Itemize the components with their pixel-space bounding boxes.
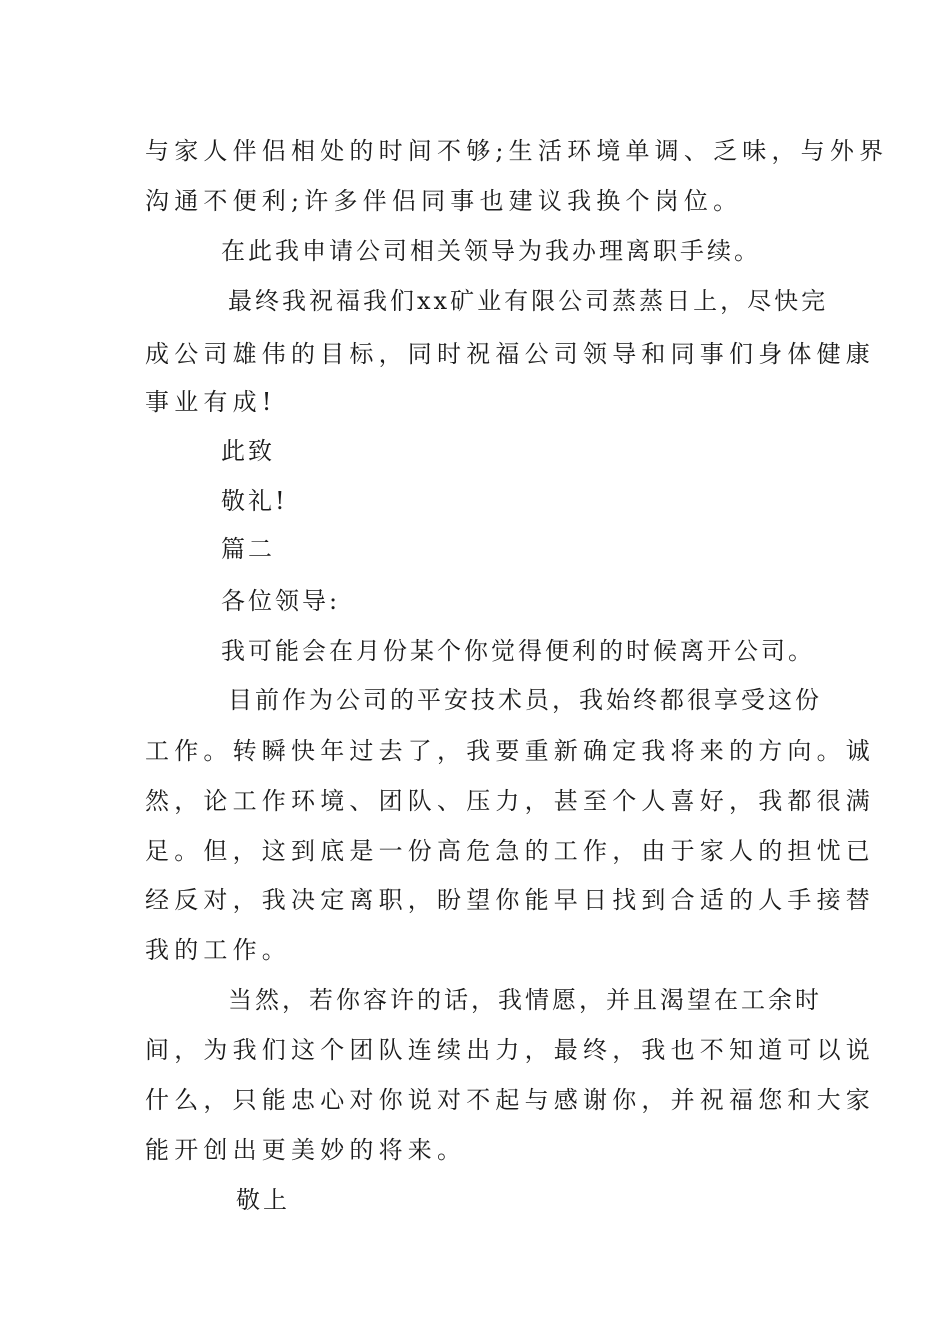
text-line: 事业有成! xyxy=(145,388,277,416)
text-line: 目前作为公司的平安技术员，我始终都很享受这份 xyxy=(228,686,822,714)
text-line: 与家人伴侣相处的时间不够;生活环境单调、乏味，与外界 xyxy=(145,137,889,165)
closing-line: 敬礼! xyxy=(221,487,288,515)
text-line: 足。但，这到底是一份高危急的工作，由于家人的担忧已 xyxy=(145,837,875,865)
text-line: 我的工作。 xyxy=(145,936,291,964)
text-line: 沟通不便利;许多伴侣同事也建议我换个岗位。 xyxy=(145,187,743,215)
text-line: 间，为我们这个团队连续出力，最终，我也不知道可以说 xyxy=(145,1036,875,1064)
text-line: 当然，若你容许的话，我情愿，并且渴望在工余时 xyxy=(228,986,822,1014)
section-heading: 篇二 xyxy=(221,535,275,563)
text-line: 在此我申请公司相关领导为我办理离职手续。 xyxy=(221,237,761,265)
salutation: 各位领导: xyxy=(221,587,341,615)
text-line: 然，论工作环境、团队、压力，甚至个人喜好，我都很满 xyxy=(145,787,875,815)
text-line: 能开创出更美妙的将来。 xyxy=(145,1136,467,1164)
text-line: 最终我祝福我们xx矿业有限公司蒸蒸日上，尽快完 xyxy=(228,287,829,315)
text-line: 经反对，我决定离职，盼望你能早日找到合适的人手接替 xyxy=(145,886,875,914)
closing-line: 此致 xyxy=(221,437,275,465)
text-line: 什么，只能忠心对你说对不起与感谢你，并祝福您和大家 xyxy=(145,1086,875,1114)
text-line: 工作。转瞬快年过去了，我要重新确定我将来的方向。诚 xyxy=(145,737,875,765)
text-line: 我可能会在月份某个你觉得便利的时候离开公司。 xyxy=(221,637,815,665)
signature-line: 敬上 xyxy=(236,1186,290,1214)
text-line: 成公司雄伟的目标，同时祝福公司领导和同事们身体健康 xyxy=(145,340,875,368)
